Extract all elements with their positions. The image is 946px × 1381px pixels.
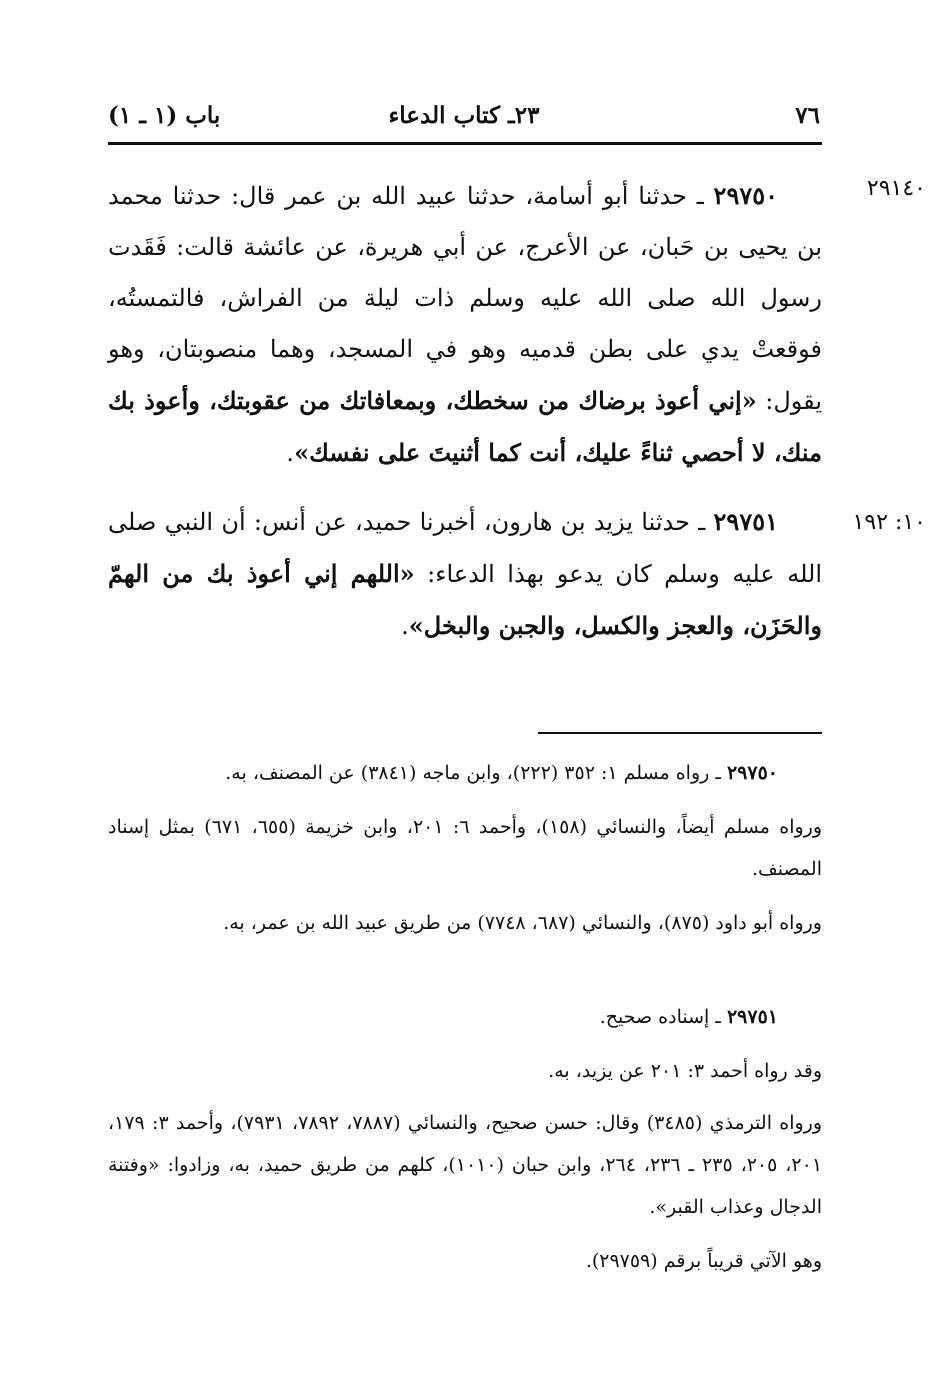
hadith-number: ٢٩٧٥١ [713,507,778,536]
footnote [108,996,822,1038]
side-reference: ٢٩١٤٠ [866,176,926,201]
footnote-text: ورواه مسلم أيضاً، والنسائي (١٥٨)، وأحمد ٦: ٢٠١، وابن خزيمة (٦٥٥، ٦٧١) بمثل إسناد المصنف. [108,816,823,880]
footnote [108,1102,822,1228]
hadith-quote: «إني أعوذ برضاك من سخطك، وبمعافاتك من عقوبتك، وأعوذ بك منك، لا أحصي ثناءً عليك، أنت كما أثنيتَ على نفسك» [108,386,822,467]
footnote-rule [538,732,822,734]
hadith-end: . [286,439,295,467]
header-rule [108,142,822,145]
hadith-entry [108,170,822,479]
footnote-text: ـ إسناده صحيح. [599,1006,721,1028]
footnote-text: وقد رواه أحمد ٣: ٢٠١ عن يزيد، به. [548,1060,822,1082]
chapter-label: باب (١ ـ ١) [108,102,221,129]
footnote [108,1240,822,1282]
hadith-text: ـ حدثنا يزيد بن هارون، أخبرنا حميد، عن أنس: أن النبي صلى الله عليه وسلم كان يدعو بهذا الدعاء: [108,508,822,588]
footnote-text: وهو الآتي قريباً برقم (٢٩٧٥٩). [585,1250,822,1272]
hadith-quote: «اللهم إني أعوذ بك من الهمّ والحَزَن، والعجز والكسل، والجبن والبخل» [108,559,822,640]
page-number: ٧٦ [795,102,820,129]
hadith-text: ـ حدثنا أبو أسامة، حدثنا عبيد الله بن عمر قال: حدثنا محمد بن يحيى بن حَبان، عن الأعرج، عن أبي هريرة، عن عائشة قالت: فَقَدت رسول الله صلى الله عليه وسلم ذات ليلة من الفراش، فالتمستُه، فوقعتْ يدي على بطن قدميه وهو في المسجد، وهما منصوبتان، وهو يقول: [108,182,822,415]
book-title: ٢٣ـ كتاب الدعاء [388,102,540,129]
side-reference: ١٠: ١٩٢ [852,510,926,535]
footnote-number: ٢٩٧٥٠ [726,762,778,784]
hadith-number: ٢٩٧٥٠ [713,181,778,210]
footnote-text: ـ رواه مسلم ١: ٣٥٢ (٢٢٢)، وابن ماجه (٣٨٤١) عن المصنف، به. [225,762,721,784]
footnote-text: ورواه الترمذي (٣٤٨٥) وقال: حسن صحيح، والنسائي (٧٨٨٧، ٧٨٩٢، ٧٩٣١)، وأحمد ٣: ١٧٩، ٢٠١، ٢٠٥، ٢٣٥ ـ ٢٣٦، ٢٦٤، وابن حبان (١٠١٠)، كلهم من طريق حميد، به، وزادوا: «وفتنة الدجال وعذاب القبر». [108,1112,823,1218]
footnote [108,1050,822,1092]
footnote [108,806,822,890]
footnote-text: ورواه أبو داود (٨٧٥)، والنسائي (٦٨٧، ٧٧٤٨) من طريق عبيد الله بن عمر، به. [223,912,822,934]
footnote-number: ٢٩٧٥١ [726,1006,778,1028]
footnote [108,902,822,944]
footnote [108,752,822,794]
hadith-entry [108,496,822,652]
page-header [108,96,820,136]
hadith-end: . [401,612,409,640]
